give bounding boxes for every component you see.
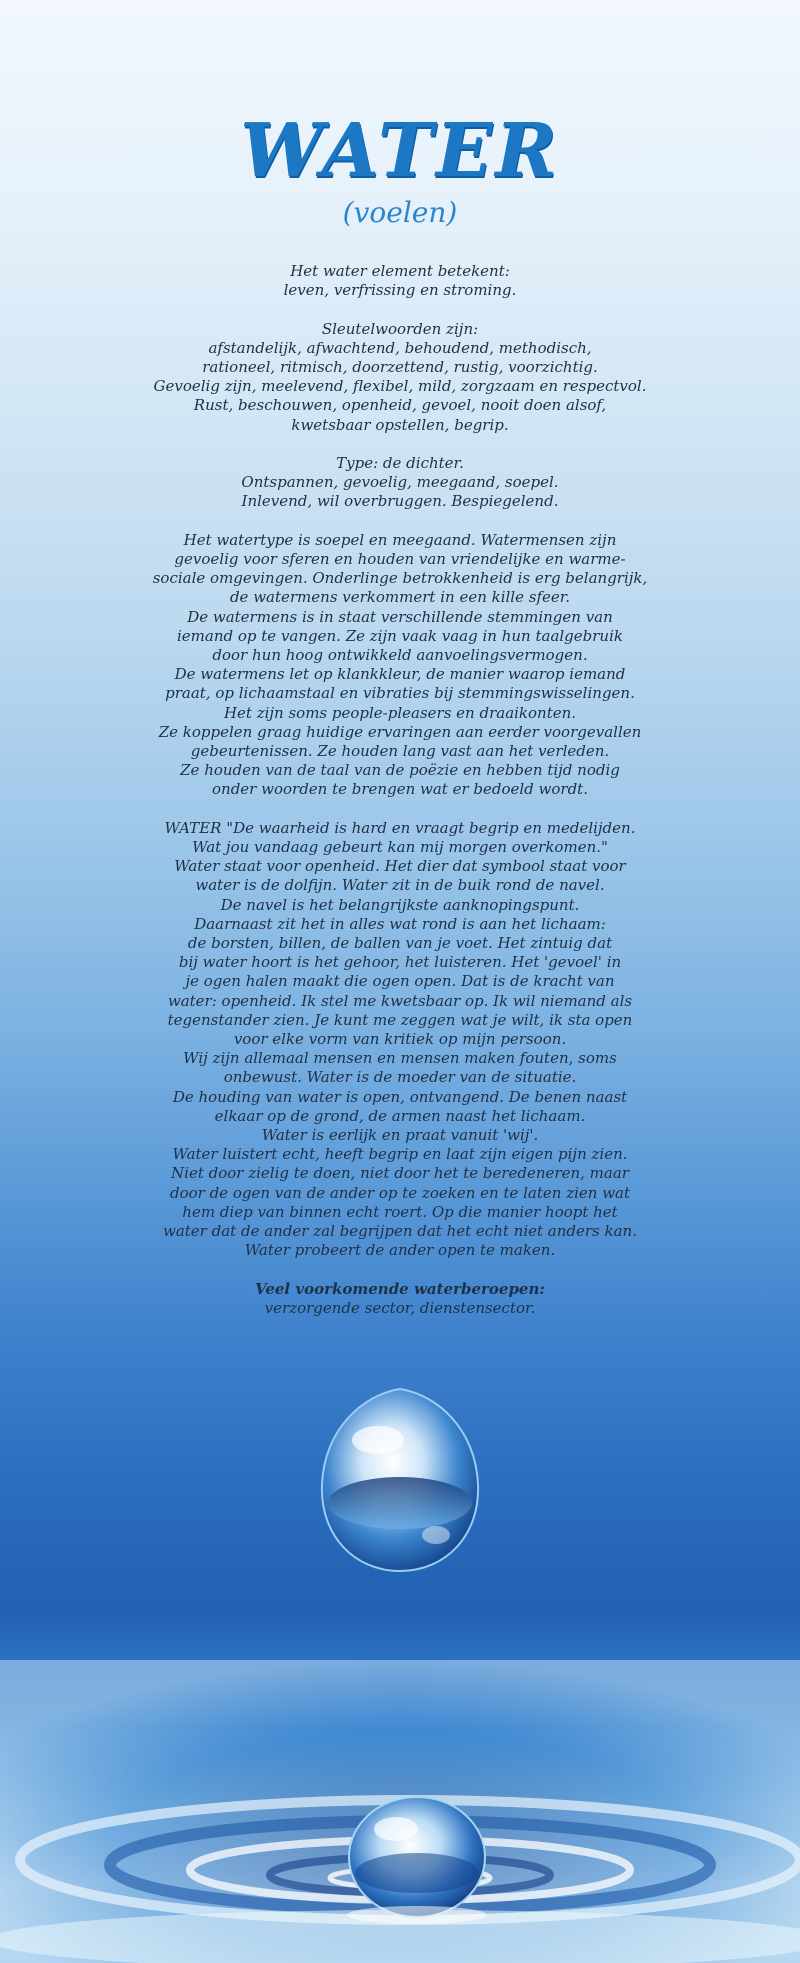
text-line: door de ogen van de ander op te zoeken en te laten zien wat xyxy=(169,1183,631,1202)
professions-text: verzorgende sector, dienstensector. xyxy=(264,1298,536,1317)
text-line: je ogen halen maakt die ogen open. Dat is de kracht van xyxy=(185,972,615,991)
text-line: De watermens is in staat verschillende stemmingen van xyxy=(187,607,613,626)
page-subtitle: (voelen) xyxy=(342,196,458,229)
text-line: Rust, beschouwen, openheid, gevoel, nooit doen alsof, xyxy=(193,396,607,415)
text-line: Ze houden van de taal van de poëzie en hebben tijd nodig xyxy=(180,761,620,780)
text-line: Water luistert echt, heeft begrip en laat zijn eigen pijn zien. xyxy=(172,1145,628,1164)
text-line: Daarnaast zit het in alles wat rond is aan het lichaam: xyxy=(194,914,606,933)
text-line: Water probeert de ander open te maken. xyxy=(244,1241,556,1260)
text-line: door hun hoog ontwikkeld aanvoelingsvermogen. xyxy=(212,646,588,665)
body-text xyxy=(100,262,700,1318)
text-line: voor elke vorm van kritiek op mijn persoon. xyxy=(233,1030,567,1049)
text-line: Niet door zielig te doen, niet door het te beredeneren, maar xyxy=(171,1164,629,1183)
water-drop-icon xyxy=(318,1385,482,1575)
text-line: Wat jou vandaag gebeurt kan mij morgen overkomen." xyxy=(192,838,608,857)
text-line: De navel is het belangrijkste aanknopingspunt. xyxy=(220,895,580,914)
text-line: rationeel, ritmisch, doorzettend, rustig, voorzichtig. xyxy=(202,358,598,376)
text-line: tegenstander zien. Je kunt me zeggen wat je wilt, ik sta open xyxy=(167,1010,633,1029)
text-line: de watermens verkommert in een kille sfeer. xyxy=(229,588,571,607)
text-line: Het watertype is soepel en meegaand. Watermensen zijn xyxy=(183,530,617,549)
text-line: onbewust. Water is de moeder van de situatie. xyxy=(223,1068,577,1087)
page-title: WATER xyxy=(240,108,560,194)
text-line: onder woorden te brengen wat er bedoeld wordt. xyxy=(212,780,588,799)
text-line: Wij zijn allemaal mensen en mensen maken fouten, soms xyxy=(183,1049,617,1068)
text-line: Het water element betekent: xyxy=(290,262,510,280)
text-line: Ze koppelen graag huidige ervaringen aan eerder voorgevallen xyxy=(158,722,642,741)
keywords-block xyxy=(100,320,700,435)
text-line: sociale omgevingen. Onderlinge betrokkenheid is erg belangrijk, xyxy=(152,569,648,588)
professions-block xyxy=(100,1280,700,1318)
text-line: Type: de dichter. xyxy=(336,454,464,472)
text-line: hem diep van binnen echt roert. Op die manier hoopt het xyxy=(182,1202,618,1221)
text-line: Water is eerlijk en praat vanuit 'wij'. xyxy=(261,1126,539,1145)
text-line: Water staat voor openheid. Het dier dat symbool staat voor xyxy=(174,857,626,876)
text-line: Inlevend, wil overbruggen. Bespiegelend. xyxy=(241,492,559,511)
text-line: water: openheid. Ik stel me kwetsbaar op. Ik wil niemand als xyxy=(167,991,633,1010)
text-line: Gevoelig zijn, meelevend, flexibel, mild, zorgzaam en respectvol. xyxy=(153,377,647,396)
splash-drop-icon xyxy=(346,1795,488,1925)
text-line: de borsten, billen, de ballen van je voet. Het zintuig dat xyxy=(187,934,613,953)
keywords-heading: Sleutelwoorden zijn: xyxy=(321,319,479,338)
water-section-block xyxy=(100,819,700,1261)
type-block xyxy=(100,454,700,512)
text-line: praat, op lichaamstaal en vibraties bij stemmingswisselingen. xyxy=(165,684,635,703)
text-line: De watermens let op klankkleur, de manier waarop iemand xyxy=(174,665,626,684)
text-line: elkaar op de grond, de armen naast het lichaam. xyxy=(214,1106,586,1125)
intro-block xyxy=(100,262,700,300)
professions-heading: Veel voorkomende waterberoepen: xyxy=(255,1279,545,1298)
text-line: leven, verfrissing en stroming. xyxy=(283,281,517,300)
text-line: water dat de ander zal begrijpen dat het echt niet anders kan. xyxy=(163,1222,637,1241)
text-line: kwetsbaar opstellen, begrip. xyxy=(291,415,509,434)
text-line: WATER "De waarheid is hard en vraagt begrip en medelijden. xyxy=(164,818,636,837)
text-line: iemand op te vangen. Ze zijn vaak vaag in hun taalgebruik xyxy=(177,626,623,645)
text-line: Ontspannen, gevoelig, meegaand, soepel. xyxy=(241,473,559,492)
text-line: gevoelig voor sferen en houden van vriendelijke en warme- xyxy=(174,550,626,568)
text-line: gebeurtenissen. Ze houden lang vast aan het verleden. xyxy=(190,742,610,761)
text-line: De houding van water is open, ontvangend. De benen naast xyxy=(172,1087,628,1106)
text-line: Het zijn soms people-pleasers en draaikonten. xyxy=(223,703,577,722)
text-line: water is de dolfijn. Water zit in de buik rond de navel. xyxy=(195,876,605,895)
text-line: afstandelijk, afwachtend, behoudend, methodisch, xyxy=(208,338,592,357)
text-line: bij water hoort is het gehoor, het luisteren. Het 'gevoel' in xyxy=(178,953,622,972)
watertype-block xyxy=(100,531,700,800)
